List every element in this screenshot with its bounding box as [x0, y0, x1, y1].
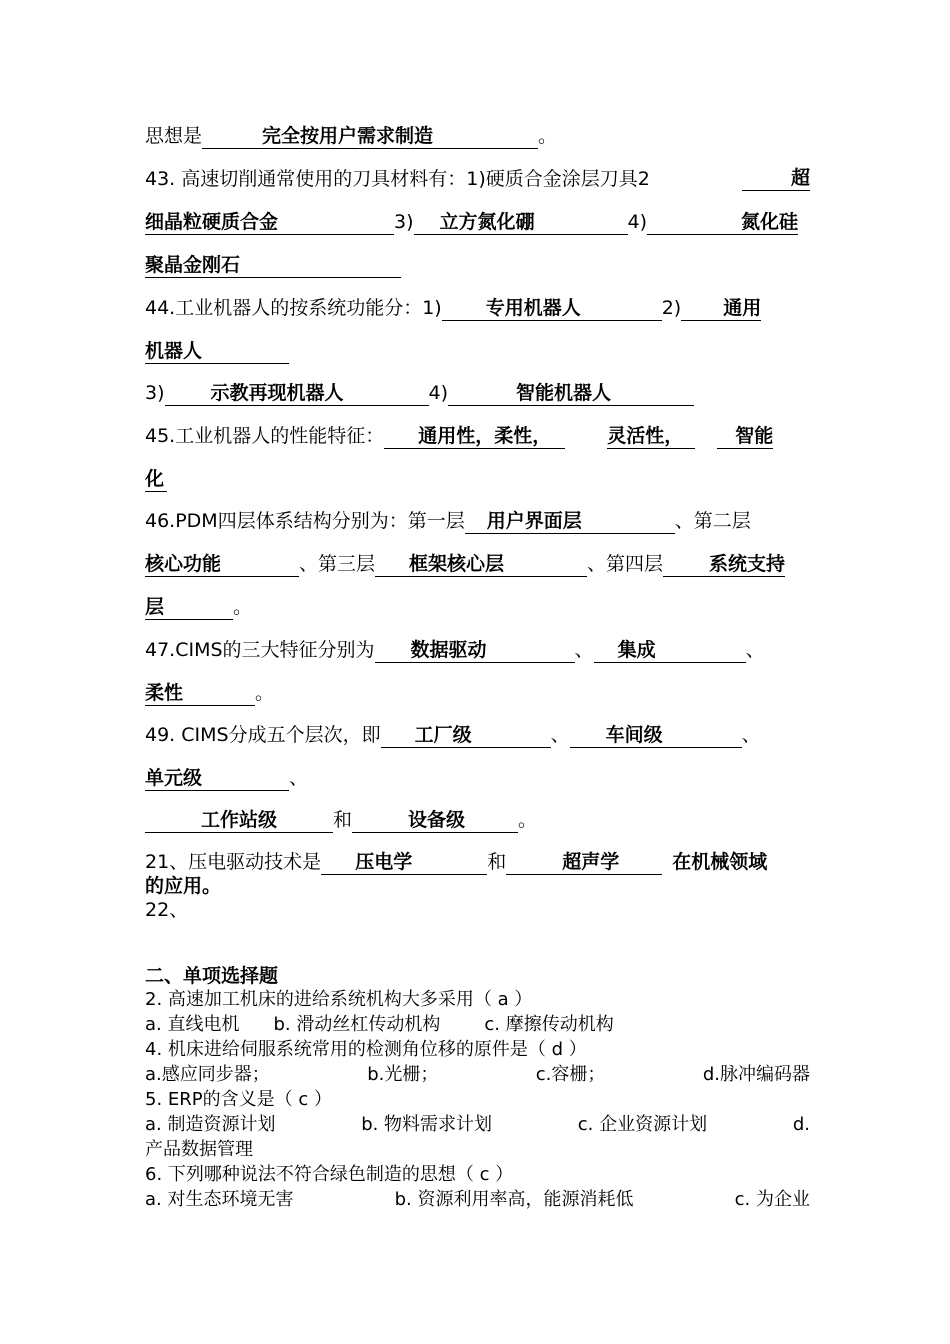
choice-q6-options [145, 1189, 810, 1211]
text: 。 [255, 682, 275, 704]
question-43-cont [145, 210, 810, 235]
question-46-cont2 [145, 595, 810, 620]
answer-blank: 超声学 [506, 851, 662, 875]
answer-blank: 聚晶金刚石 [145, 254, 401, 278]
answer-blank: 工作站级 [145, 809, 333, 833]
text: 和 [333, 809, 353, 831]
option-b: b. 滑动丝杠传动机构 [273, 1014, 441, 1035]
option-c: c. 企业资源计划 [577, 1114, 708, 1135]
answer-blank: 立方氮化硼 [414, 211, 628, 235]
question-49-cont2 [145, 808, 810, 833]
section-title [145, 964, 810, 988]
question-43 [145, 167, 810, 191]
answer-blank: 通用 [681, 297, 761, 321]
choice-q5-cont [145, 1139, 810, 1161]
question-45 [145, 424, 810, 449]
option-a: a. 制造资源计划 [145, 1114, 276, 1135]
answer-blank: 完全按用户需求制造 [202, 125, 538, 149]
answer-blank: 细晶粒硬质合金 [145, 211, 394, 235]
text: 思想是 [145, 125, 203, 147]
choice-q4 [145, 1039, 810, 1061]
text: 4) [428, 382, 449, 404]
text: 、第三层 [299, 553, 376, 575]
text: 、 [741, 724, 761, 746]
text: 在机械领域 [672, 851, 768, 873]
answer-blank: 单元级 [145, 767, 289, 791]
option-d: d. [792, 1114, 810, 1135]
answer-blank: 化 [145, 468, 167, 492]
text: 的应用。 [145, 875, 222, 897]
answer-blank: 灵活性， [607, 425, 695, 449]
line-thought [145, 124, 810, 149]
question-text: 44.工业机器人的按系统功能分：1) [145, 297, 442, 319]
question-46 [145, 509, 810, 534]
option-a: a. 对生态环境无害 [145, 1189, 294, 1210]
answer-blank: 工厂级 [381, 724, 551, 748]
answer-blank: 系统支持 [663, 553, 785, 577]
option-d: d.脉冲编码器 [702, 1064, 810, 1085]
option-c: c. 摩擦传动机构 [484, 1014, 614, 1035]
choice-q5 [145, 1089, 810, 1111]
answer-blank: 示教再现机器人 [165, 382, 429, 406]
answer-blank: 集成 [594, 639, 746, 663]
option-b: b. 物料需求计划 [361, 1114, 493, 1135]
text: 、 [550, 724, 570, 746]
answer-blank: 用户界面层 [465, 510, 675, 534]
question-text: 47.CIMS的三大特征分别为 [145, 639, 375, 661]
answer-blank: 数据驱动 [375, 639, 575, 663]
answer-blank: 智能机器人 [448, 382, 694, 406]
text: 。 [518, 809, 538, 831]
text: 。 [538, 125, 558, 147]
answer-blank: 超 [742, 167, 810, 191]
question-21 [145, 850, 810, 875]
question-text: 21、压电驱动技术是 [145, 851, 322, 873]
text: 、第二层 [674, 510, 751, 532]
answer-blank: 车间级 [570, 724, 742, 748]
choice-q2 [145, 989, 810, 1011]
answer-blank: 压电学 [321, 851, 487, 875]
question-47 [145, 638, 810, 663]
question-text: 43. 高速切削通常使用的刀具材料有：1)硬质合金涂层刀具2 [145, 168, 650, 190]
answer-blank: 核心功能 [145, 553, 299, 577]
answer-blank: 机器人 [145, 340, 289, 364]
question-47-cont [145, 681, 810, 706]
answer-blank: 专用机器人 [442, 297, 662, 321]
option-c: c. 为企业 [734, 1189, 810, 1210]
question-49-cont [145, 766, 810, 791]
question-45-cont [145, 467, 810, 492]
question-text: 4. 机床进给伺服系统常用的检测角位移的原件是（ d ） [145, 1039, 587, 1060]
text: 3) [394, 211, 414, 233]
choice-q4-options [145, 1064, 810, 1086]
question-text: 45.工业机器人的性能特征： [145, 425, 385, 447]
text: 、 [745, 639, 765, 661]
question-text: 2. 高速加工机床的进给系统机构大多采用（ a ） [145, 989, 533, 1010]
question-22 [145, 898, 810, 922]
answer-blank: 通用性，柔性， [384, 425, 565, 449]
answer-blank: 设备级 [352, 809, 518, 833]
question-44-cont [145, 339, 810, 364]
text: 和 [487, 851, 507, 873]
answer-blank: 氮化硅 [647, 211, 798, 235]
question-text: 49. CIMS分成五个层次，即 [145, 724, 381, 746]
question-43-cont2 [145, 253, 810, 278]
question-44 [145, 296, 810, 321]
question-text: 6. 下列哪种说法不符合绿色制造的思想（ c ） [145, 1164, 514, 1185]
choice-q5-options [145, 1114, 810, 1136]
option-b: b.光栅； [367, 1064, 439, 1085]
question-46-cont [145, 552, 810, 577]
section-heading: 二、单项选择题 [145, 965, 279, 987]
text: 、第四层 [587, 553, 664, 575]
option-b: b. 资源利用率高，能源消耗低 [394, 1189, 634, 1210]
answer-blank: 柔性 [145, 682, 255, 706]
option-c: c.容栅； [535, 1064, 606, 1085]
choice-q2-options [145, 1014, 810, 1036]
question-text: 22、 [145, 899, 189, 921]
question-text: 5. ERP的含义是（ c ） [145, 1089, 332, 1110]
answer-blank: 智能 [717, 425, 773, 449]
text: 3) [145, 382, 165, 404]
choice-q6 [145, 1164, 810, 1186]
question-21-cont [145, 874, 810, 898]
question-text: 46.PDM四层体系结构分别为：第一层 [145, 510, 465, 532]
answer-blank: 层 [145, 596, 233, 620]
text: 2) [661, 297, 682, 319]
text: 4) [627, 211, 648, 233]
option-a: a. 直线电机 [145, 1014, 240, 1035]
text: 、 [574, 639, 594, 661]
answer-blank: 框架核心层 [375, 553, 587, 577]
option-a: a.感应同步器； [145, 1064, 270, 1085]
option-d-text: 产品数据管理 [145, 1139, 253, 1160]
question-44-cont2 [145, 381, 810, 406]
text: 、 [289, 767, 309, 789]
text: 。 [233, 596, 253, 618]
question-49 [145, 723, 810, 748]
